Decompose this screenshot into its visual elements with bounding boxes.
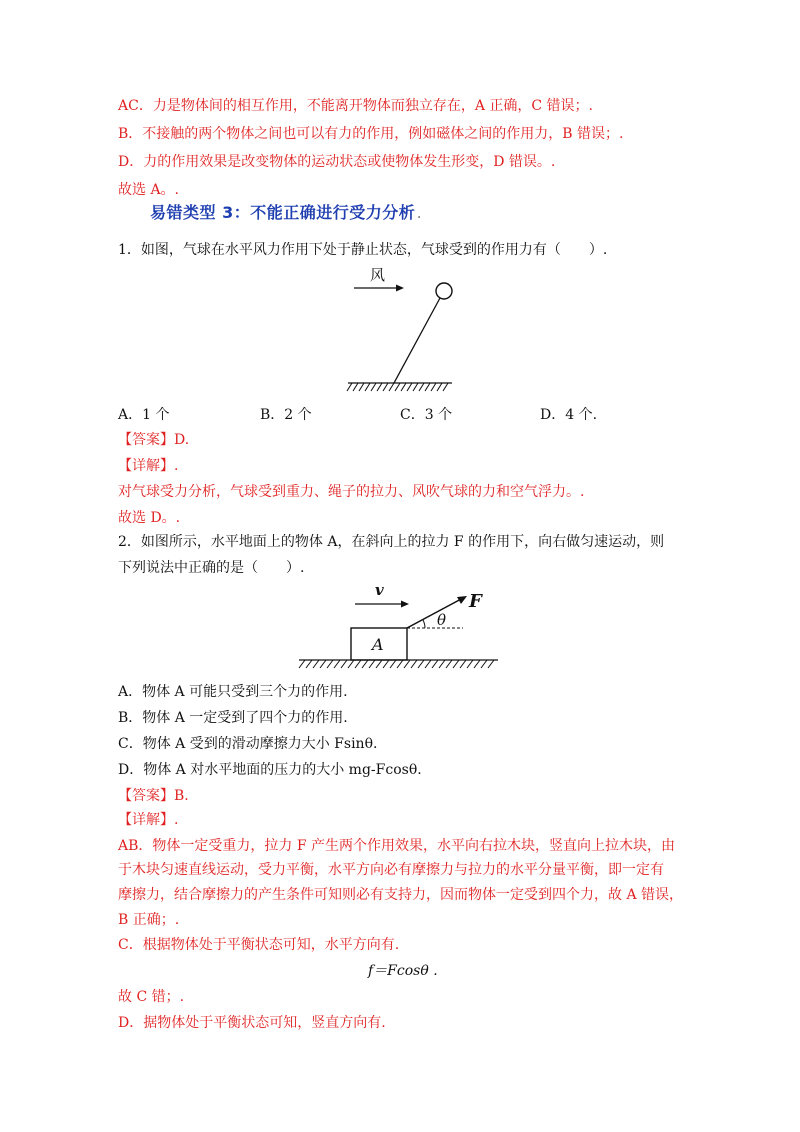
q2-velocity-arrowhead <box>401 601 409 608</box>
q2-velocity-label: v <box>375 581 384 599</box>
q2-option-b: B．物体 A 一定受到了四个力的作用. <box>118 710 348 726</box>
q2-detail-line-2: 于木块匀速直线运动，受力平衡，水平方向必有摩擦力与拉力的水平分量平衡，即一定有 <box>118 862 664 878</box>
q1-wind-label: 风 <box>370 266 386 284</box>
q2-answer: 【答案】B. <box>118 788 189 804</box>
q1-detail: 对气球受力分析，气球受到重力、绳子的拉力、风吹气球的力和空气浮力。. <box>118 484 585 500</box>
q1-stem: 1．如图，气球在水平风力作用下处于静止状态，气球受到的作用力有（ ）. <box>118 242 608 258</box>
prev-solution-line-3: D．力的作用效果是改变物体的运动状态或使物体发生形变，D 错误。. <box>118 154 556 170</box>
q1-option-a: A．1 个 <box>118 407 170 423</box>
q1-option-d: D．4 个. <box>540 407 598 423</box>
q2-stem-line-2: 下列说法中正确的是（ ）. <box>118 560 305 576</box>
q1-wind-arrowhead <box>396 285 404 292</box>
q2-detail-line-3: 摩擦力，结合摩擦力的产生条件可知则必有支持力，因而物体一定受到四个力，故 A 错误， <box>118 887 684 903</box>
q1-conclusion: 故选 D。. <box>118 510 181 526</box>
q1-option-c: C．3 个 <box>400 407 453 423</box>
q2-block-label: A <box>372 635 384 654</box>
q1-ground-hatch <box>347 383 448 391</box>
q2-stem-line-1: 2．如图所示，水平地面上的物体 A，在斜向上的拉力 F 的作用下，向右做匀速运动，则 <box>118 534 665 550</box>
q1-balloon-figure <box>340 262 470 402</box>
q2-force-arrow <box>407 598 463 628</box>
q2-force-label: F <box>469 591 482 612</box>
q1-rope <box>394 298 440 383</box>
q1-answer: 【答案】D. <box>118 432 190 448</box>
prev-solution-line-2: B．不接触的两个物体之间也可以有力的作用，例如磁体之间的作用力，B 错误；. <box>118 126 624 142</box>
q2-detail-label: 【详解】. <box>118 812 179 828</box>
q2-c-analysis: C．根据物体处于平衡状态可知，水平方向有. <box>118 937 400 953</box>
q1-detail-label: 【详解】. <box>118 458 179 474</box>
q2-d-analysis: D．据物体处于平衡状态可知，竖直方向有. <box>118 1015 386 1031</box>
q2-ground-hatch <box>299 660 494 668</box>
q2-detail-line-1: AB．物体一定受重力，拉力 F 产生两个作用效果，水平向右拉木块，竖直向上拉木块，由 <box>118 838 676 854</box>
prev-solution-conclusion: 故选 A。. <box>118 182 180 198</box>
q2-block-figure <box>295 578 510 678</box>
q2-option-d: D．物体 A 对水平地面的压力的大小 mg-Fcosθ. <box>118 762 422 778</box>
q2-option-a: A．物体 A 可能只受到三个力的作用. <box>118 684 348 700</box>
q2-angle-arc <box>423 620 425 628</box>
q2-formula: f＝Fcosθ . <box>368 963 438 979</box>
q1-balloon <box>436 283 452 299</box>
q1-option-b: B．2 个 <box>260 407 312 423</box>
q2-option-c: C．物体 A 受到的滑动摩擦力大小 Fsinθ. <box>118 736 378 752</box>
prev-solution-line-1: AC．力是物体间的相互作用，不能离开物体而独立存在，A 正确，C 错误；. <box>118 98 593 114</box>
q2-c-conclusion: 故 C 错；. <box>118 989 185 1005</box>
section-title: 易错类型 3：不能正确进行受力分析 . <box>150 200 422 223</box>
q2-detail-line-4: B 正确；. <box>118 912 180 928</box>
q2-theta-label: θ <box>437 611 447 629</box>
